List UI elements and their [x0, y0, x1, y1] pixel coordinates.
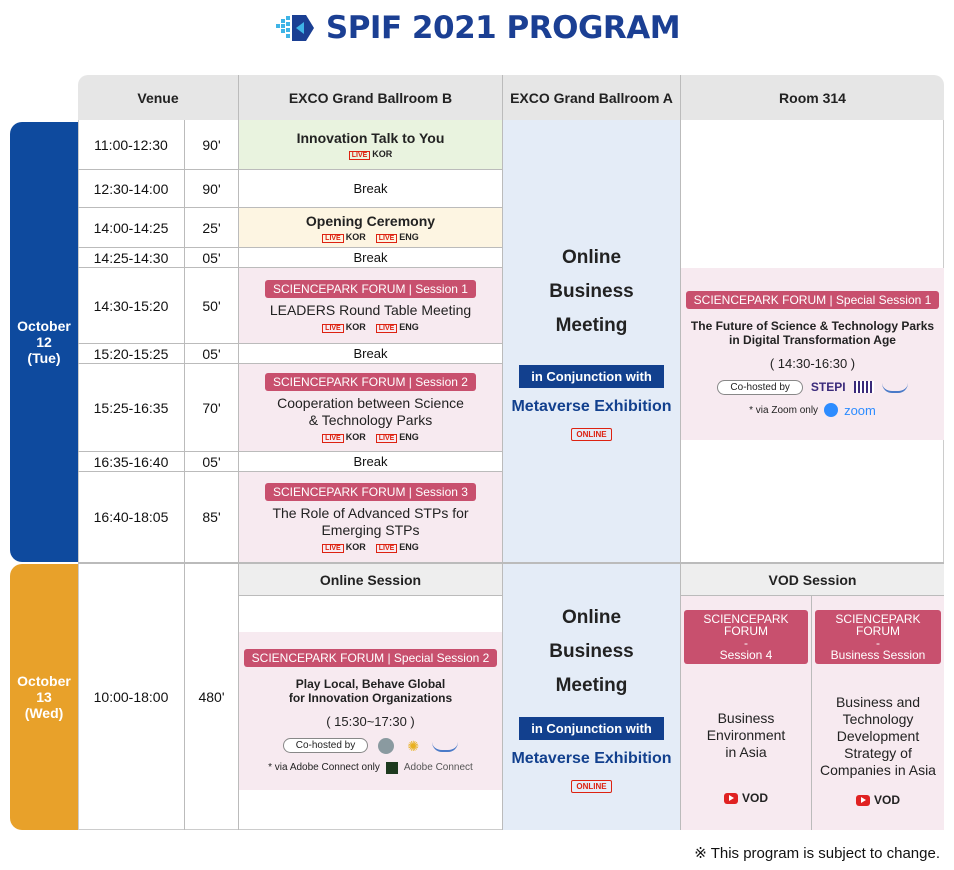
- duration-label: 90': [202, 180, 221, 197]
- break-label: Break: [353, 346, 388, 361]
- live-badges: [322, 542, 419, 552]
- live-icon: LIVE: [376, 234, 398, 243]
- session-4-vod-cell[interactable]: [680, 596, 811, 830]
- time-cell: [78, 364, 184, 452]
- live-icon: LIVE: [376, 544, 398, 553]
- duration-label: 05': [202, 249, 221, 266]
- live-icon: LIVE: [376, 324, 398, 333]
- eng-label: ENG: [399, 232, 419, 242]
- break-cell: [238, 344, 502, 364]
- zoom-row: [749, 403, 876, 418]
- time-cell: [78, 208, 184, 248]
- footnote: ※ This program is subject to change.: [694, 845, 940, 862]
- online-label: Online: [561, 247, 622, 268]
- business-label: Business: [549, 281, 634, 302]
- live-icon: LIVE: [322, 434, 344, 443]
- online-badge: ONLINE: [571, 428, 611, 441]
- innovation-talk-title: Innovation Talk to You: [296, 130, 445, 146]
- live-icon: LIVE: [376, 434, 398, 443]
- time-label: 11:00-12:30: [94, 136, 168, 153]
- special-session-2-cell[interactable]: [238, 632, 502, 790]
- time-cell: [78, 170, 184, 208]
- break-label: Break: [353, 454, 388, 469]
- header-ballroom-b-label: EXCO Grand Ballroom B: [288, 89, 453, 106]
- live-badges: [322, 322, 419, 332]
- divider: [680, 120, 681, 562]
- time-label: 12:30-14:00: [93, 180, 169, 197]
- header-room-314-label: Room 314: [779, 89, 846, 106]
- adobe-connect-icon: [386, 762, 398, 774]
- sun-logo-icon: ✺: [407, 737, 420, 754]
- meeting-label: Meeting: [555, 315, 628, 336]
- divider: [238, 564, 239, 830]
- break-label: Break: [353, 250, 388, 265]
- online-business-meeting-day2[interactable]: [502, 564, 680, 830]
- session-1-tag: SCIENCEPARK FORUM | Session 1: [265, 280, 476, 298]
- eng-label: ENG: [399, 432, 419, 442]
- metaverse-exhibition-label: Metaverse Exhibition: [511, 750, 672, 767]
- conjunction-badge: in Conjunction with: [519, 365, 664, 388]
- duration-label: 90': [202, 136, 221, 153]
- duration-label: 05': [202, 453, 221, 470]
- day-oct-12: October 12 (Tue): [10, 122, 78, 562]
- session-3-tag: SCIENCEPARK FORUM | Session 3: [265, 483, 476, 501]
- online-session-header: [238, 564, 502, 596]
- innovation-talk-cell[interactable]: [238, 120, 502, 170]
- break-label: Break: [353, 181, 388, 196]
- cohost-row: [717, 380, 907, 395]
- kor-label: KOR: [345, 232, 366, 242]
- time-label: 16:40-18:05: [93, 509, 169, 525]
- header-ballroom-a-label: EXCO Grand Ballroom A: [510, 89, 673, 106]
- online-label: Online: [561, 607, 622, 628]
- live-icon: LIVE: [349, 151, 371, 160]
- special-session-2-title-2: for Innovation Organizations: [288, 690, 453, 705]
- live-eng-badge: [376, 432, 419, 442]
- time-cell: [78, 248, 184, 268]
- break-cell: [238, 452, 502, 472]
- duration-cell: [184, 208, 238, 248]
- opening-ceremony-cell[interactable]: [238, 208, 502, 248]
- kor-label: KOR: [372, 149, 393, 159]
- time-label: 15:25-16:35: [93, 399, 169, 416]
- live-badges: [349, 149, 393, 159]
- time-cell: [78, 268, 184, 344]
- duration-label: 50': [202, 297, 221, 314]
- header-ballroom-a: [502, 75, 680, 120]
- time-label: 15:20-15:25: [93, 345, 169, 362]
- header-room-314: [680, 75, 944, 120]
- special-session-2-title-1: Play Local, Behave Global: [295, 676, 446, 691]
- special-session-1-title-2: in Digital Transformation Age: [729, 332, 896, 347]
- special-session-1-cell[interactable]: [680, 268, 944, 440]
- special-session-2-tag: SCIENCEPARK FORUM | Special Session 2: [244, 649, 498, 667]
- cohosted-badge: Co-hosted by: [717, 380, 802, 395]
- special-session-1-tag: SCIENCEPARK FORUM | Special Session 1: [686, 291, 940, 309]
- duration-cell: [184, 364, 238, 452]
- spif-logo-icon: [274, 13, 316, 43]
- duration-label: 25': [202, 219, 221, 236]
- session-2-title-line-2: & Technology Parks: [308, 412, 433, 428]
- duration-cell: [184, 452, 238, 472]
- kor-label: KOR: [345, 541, 366, 552]
- duration-cell: [184, 268, 238, 344]
- via-zoom-note: * via Zoom only: [749, 404, 819, 416]
- business-session-tag: SCIENCEPARK FORUM - Business Session: [815, 610, 941, 664]
- session-2-title-line-1: Cooperation between Science: [277, 395, 464, 411]
- special-session-1-title-1: The Future of Science & Technology Parks: [690, 318, 935, 333]
- live-eng-badge: [376, 322, 419, 332]
- adobe-row: [268, 762, 473, 774]
- live-kor-badge: [322, 542, 366, 552]
- duration-label: 85': [202, 509, 221, 525]
- special-session-2-time: ( 15:30~17:30 ): [326, 713, 415, 729]
- zoom-label: zoom: [844, 402, 876, 418]
- aspa-logo-icon: [432, 740, 458, 752]
- vod-badge[interactable]: [724, 791, 768, 805]
- live-kor-badge: [349, 149, 393, 159]
- vod-label: VOD: [741, 791, 768, 805]
- online-badge: ONLINE: [571, 780, 611, 793]
- session-3-title-line-2: Emerging STPs: [321, 521, 420, 538]
- live-badges: [322, 232, 419, 242]
- time-label: 16:35-16:40: [93, 453, 169, 470]
- break-cell: [238, 170, 502, 208]
- metaverse-exhibition-label: Metaverse Exhibition: [511, 398, 672, 415]
- duration-cell: [184, 564, 238, 830]
- kor-label: KOR: [345, 432, 366, 442]
- header-venue-label: Venue: [137, 89, 179, 106]
- adobe-connect-label: Adobe Connect: [403, 762, 473, 773]
- duration-cell: [184, 472, 238, 562]
- header-ballroom-b: [238, 75, 502, 120]
- live-kor-badge: [322, 232, 366, 242]
- duration-cell: [184, 344, 238, 364]
- aspa-logo-icon: [882, 381, 908, 393]
- time-label: 14:25-14:30: [93, 249, 169, 266]
- live-icon: LIVE: [322, 234, 344, 243]
- business-session-vod-cell[interactable]: [811, 596, 944, 830]
- duration-label: 05': [202, 345, 221, 362]
- opening-ceremony-title: Opening Ceremony: [305, 213, 436, 229]
- via-adobe-note: * via Adobe Connect only: [268, 762, 380, 773]
- time-cell: [78, 472, 184, 562]
- time-cell: [78, 564, 184, 830]
- time-cell: [78, 452, 184, 472]
- session-2-tag: SCIENCEPARK FORUM | Session 2: [265, 373, 476, 391]
- online-business-meeting-day1[interactable]: [502, 120, 680, 562]
- live-kor-badge: [322, 432, 366, 442]
- duration-cell: [184, 170, 238, 208]
- session-3-cell[interactable]: [238, 472, 502, 562]
- page-title-area: [0, 8, 954, 48]
- time-label: 14:00-14:25: [93, 219, 169, 236]
- session-4-title: Business Environment in Asia: [706, 710, 786, 760]
- live-kor-badge: [322, 322, 366, 332]
- zoom-icon: [824, 403, 838, 417]
- duration-label: 480': [198, 689, 225, 705]
- vod-session-label: VOD Session: [768, 571, 857, 588]
- time-label: 10:00-18:00: [93, 689, 169, 705]
- header-venue: [78, 75, 238, 120]
- online-session-label: Online Session: [319, 571, 422, 588]
- stepi-logo: STEPI: [810, 380, 846, 394]
- time-label: 14:30-15:20: [93, 297, 169, 314]
- eng-label: ENG: [399, 321, 419, 332]
- time-cell: [78, 344, 184, 364]
- duration-cell: [184, 248, 238, 268]
- live-eng-badge: [376, 542, 419, 552]
- innovation-cluster-logo-icon: [854, 381, 874, 393]
- session-1-cell[interactable]: [238, 268, 502, 344]
- duration-label: 70': [202, 399, 221, 416]
- vod-badge[interactable]: [856, 793, 900, 807]
- session-4-tag: SCIENCEPARK FORUM - Session 4: [684, 610, 808, 664]
- globe-logo-icon: [378, 738, 394, 754]
- special-session-1-time: ( 14:30-16:30 ): [769, 355, 856, 371]
- cohost-row: [283, 738, 458, 754]
- cohosted-badge: Co-hosted by: [283, 738, 368, 753]
- vod-session-header: [680, 564, 944, 596]
- live-icon: LIVE: [322, 544, 344, 553]
- eng-label: ENG: [399, 541, 419, 552]
- business-label: Business: [549, 641, 634, 662]
- session-3-title-line-1: The Role of Advanced STPs for: [272, 504, 469, 521]
- kor-label: KOR: [345, 321, 366, 332]
- time-cell: [78, 120, 184, 170]
- play-icon: [856, 795, 870, 806]
- session-1-title: LEADERS Round Table Meeting: [269, 301, 472, 318]
- day-oct-13: October 13 (Wed): [10, 564, 78, 830]
- break-cell: [238, 248, 502, 268]
- live-badges: [322, 432, 419, 442]
- live-eng-badge: [376, 232, 419, 242]
- business-session-title: Business and Technology Development Strategy of Companies in Asia: [820, 694, 936, 778]
- meeting-label: Meeting: [555, 675, 628, 696]
- page-title: SPIF 2021 PROGRAM: [325, 10, 681, 46]
- live-icon: LIVE: [322, 324, 344, 333]
- conjunction-badge: in Conjunction with: [519, 717, 664, 740]
- duration-cell: [184, 120, 238, 170]
- vod-label: VOD: [873, 793, 900, 807]
- session-2-cell[interactable]: [238, 364, 502, 452]
- play-icon: [724, 793, 738, 804]
